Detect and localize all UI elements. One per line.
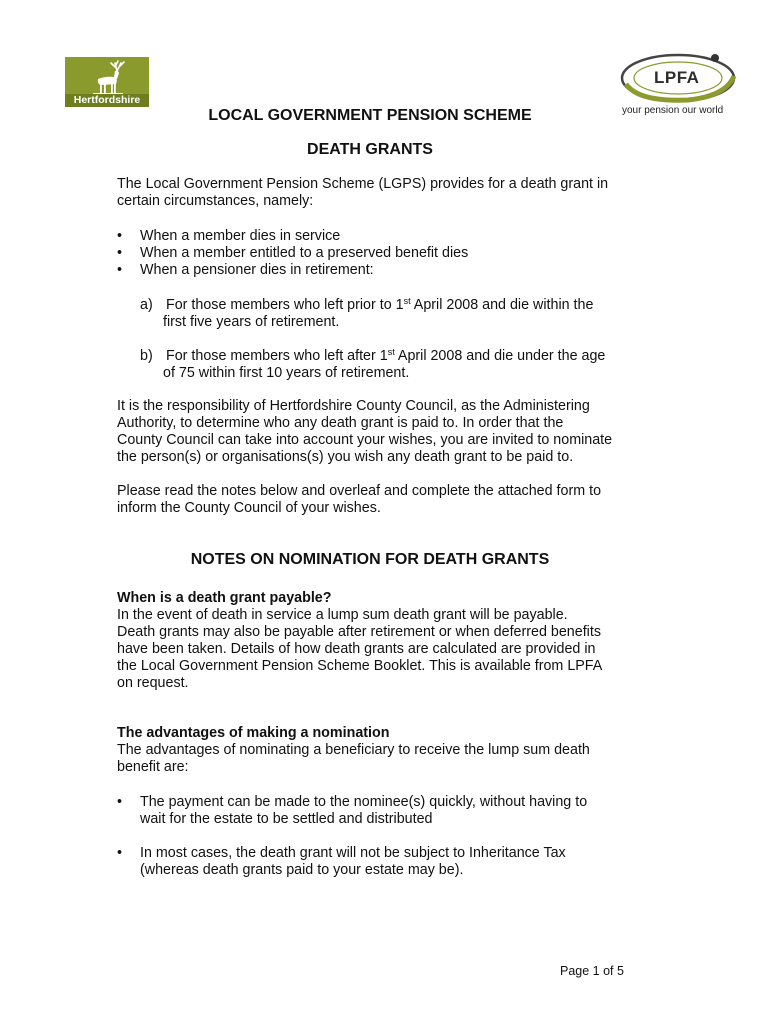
lpfa-tagline: your pension our world xyxy=(622,105,724,116)
bullet-item: When a member dies in service xyxy=(140,228,341,244)
subitem-a-label: a) xyxy=(140,297,153,313)
superscript: st xyxy=(387,347,395,357)
paragraph-line: benefit are: xyxy=(117,759,189,775)
document-title: LOCAL GOVERNMENT PENSION SCHEME xyxy=(208,107,532,124)
hertfordshire-logo-text: Hertfordshire xyxy=(73,94,141,106)
paragraph-line: inform the County Council of your wishes. xyxy=(117,500,381,516)
hertfordshire-logo xyxy=(65,57,149,107)
section-title: NOTES ON NOMINATION FOR DEATH GRANTS xyxy=(190,551,550,568)
paragraph-line: on request. xyxy=(117,675,189,691)
section-heading: The advantages of making a nomination xyxy=(117,725,390,741)
page-number: Page 1 of 5 xyxy=(560,964,624,978)
bullet-item-line: The payment can be made to the nominee(s) quickly, without having to xyxy=(140,794,588,810)
paragraph-line: County Council can take into account your wishes, you are invited to nominate xyxy=(117,432,613,448)
intro-line-2: certain circumstances, namely: xyxy=(117,193,314,209)
bullet-item: When a pensioner dies in retirement: xyxy=(140,262,374,278)
subitem-b-label: b) xyxy=(140,348,153,364)
lpfa-logo-name: LPFA xyxy=(654,68,700,87)
subitem-b-line-2: of 75 within first 10 years of retirement. xyxy=(163,365,410,381)
bullet-item-line: In most cases, the death grant will not be subject to Inheritance Tax xyxy=(140,845,566,861)
paragraph-line: Please read the notes below and overleaf and complete the attached form to xyxy=(117,483,602,499)
stag-icon xyxy=(65,57,149,97)
paragraph-line: Authority, to determine who any death grant is paid to. In order that the xyxy=(117,415,564,431)
paragraph-line: Death grants may also be payable after retirement or when deferred benefits xyxy=(117,624,601,640)
paragraph-line: the Local Government Pension Scheme Booklet. This is available from LPFA xyxy=(117,658,603,674)
subitem-a-line-1: For those members who left prior to 1st April 2008 and die within the xyxy=(166,296,594,313)
bullet-item-line: wait for the estate to be settled and distributed xyxy=(140,811,433,827)
bullet-marker: • xyxy=(117,245,123,261)
paragraph-line: have been taken. Details of how death grants are calculated are provided in xyxy=(117,641,596,657)
bullet-item: When a member entitled to a preserved benefit dies xyxy=(140,245,469,261)
bullet-marker: • xyxy=(117,262,123,278)
subitem-a-line-2: first five years of retirement. xyxy=(163,314,340,330)
paragraph-line: It is the responsibility of Hertfordshire County Council, as the Administering xyxy=(117,398,590,414)
paragraph-line: The advantages of nominating a beneficiary to receive the lump sum death xyxy=(117,742,590,758)
intro-line-1: The Local Government Pension Scheme (LGPS) provides for a death grant in xyxy=(117,176,609,192)
bullet-marker: • xyxy=(117,228,123,244)
subitem-b-line-1: For those members who left after 1st April 2008 and die under the age xyxy=(166,347,606,364)
bullet-item-line: (whereas death grants paid to your estate may be). xyxy=(140,862,464,878)
superscript: st xyxy=(403,296,411,306)
bullet-marker: • xyxy=(117,794,123,810)
paragraph-line: the person(s) or organisations(s) you wish any death grant to be paid to. xyxy=(117,449,574,465)
bullet-marker: • xyxy=(117,845,123,861)
section-heading: When is a death grant payable? xyxy=(117,590,332,606)
document-subtitle: DEATH GRANTS xyxy=(307,141,433,158)
paragraph-line: In the event of death in service a lump sum death grant will be payable. xyxy=(117,607,568,623)
